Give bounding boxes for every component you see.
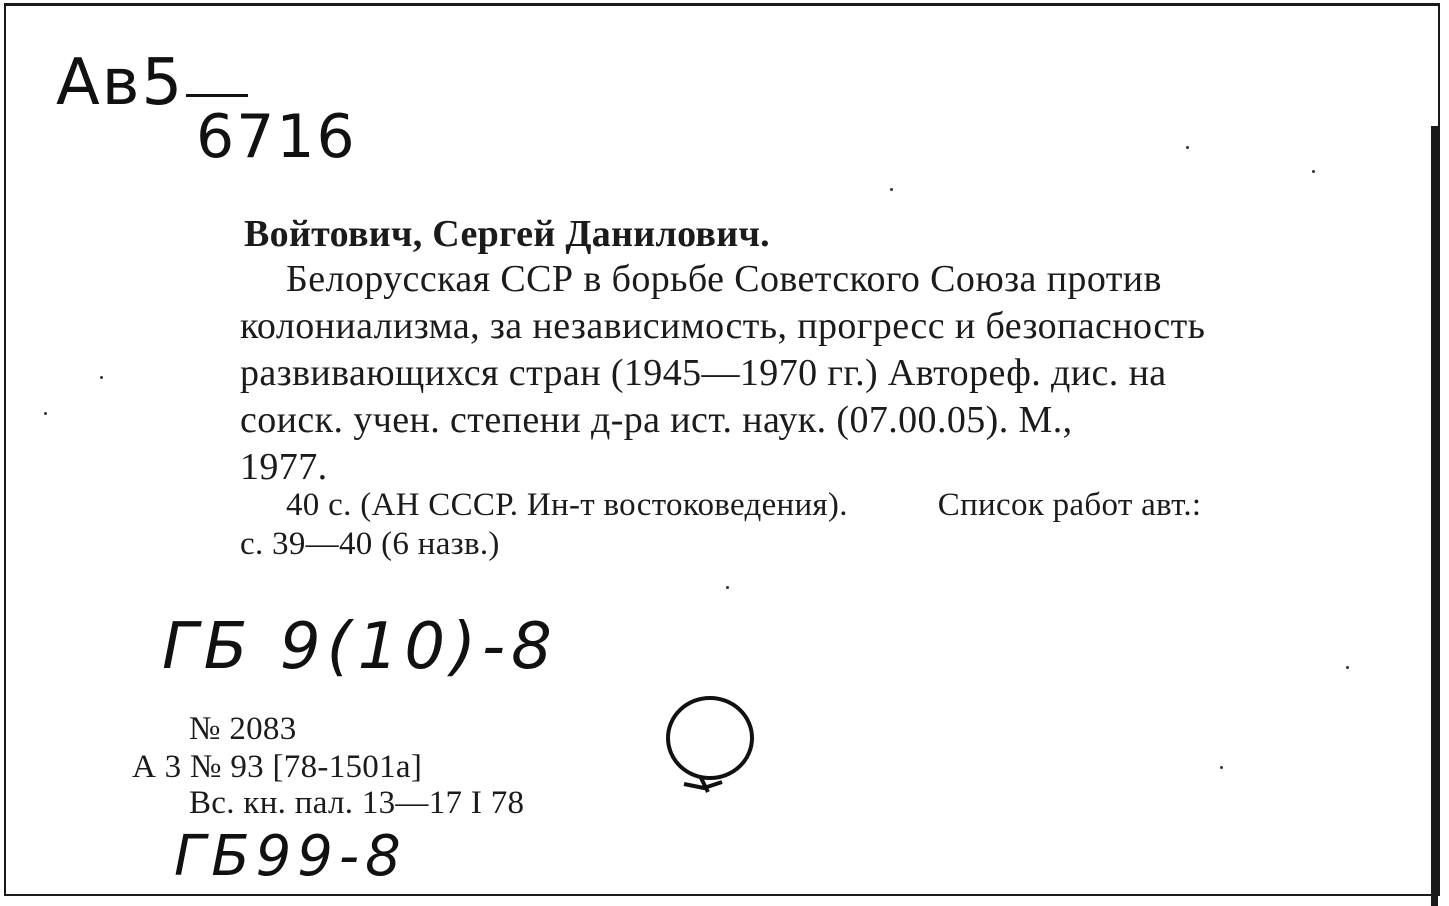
order-number: А 3 № 93 [78-1501а]: [132, 749, 423, 785]
title-line: развивающихся стран (1945—1970 гг.) Автореф. дис. на: [240, 352, 1167, 394]
title-line: колониализма, за независимость, прогресс и безопасность: [240, 305, 1206, 347]
title-line: соиск. учен. степени д-ра ист. наук. (07.00.05). М.,: [240, 399, 1073, 441]
speck: [1186, 146, 1189, 149]
title-line: 1977.: [240, 446, 328, 488]
speck: [726, 586, 729, 589]
circle-stamp: [664, 692, 756, 796]
bibliography-pages: с. 39—40 (6 назв.): [240, 526, 500, 562]
author-heading: Войтович, Сергей Данилович.: [244, 213, 770, 255]
handwritten-call-number-bottom: 6716: [196, 102, 357, 172]
speck: [1220, 766, 1223, 769]
handwritten-call-number-top: Aв5: [56, 46, 185, 120]
speck: [1346, 666, 1349, 669]
speck: [100, 376, 103, 379]
shelf-mark-primary: ГБ 9(10)-8: [162, 610, 558, 684]
print-data: Вс. кн. пал. 13—17 I 78: [189, 785, 525, 821]
physical-description: [240, 486, 1404, 564]
pages-publisher: 40 с. (АН СССР. Ин-т востоковедения).: [286, 487, 848, 523]
speck: [44, 412, 47, 415]
card-edge-shadow: [1431, 126, 1438, 906]
title-description: [240, 256, 1404, 491]
title-line: Белорусская ССР в борьбе Советского Союза против: [286, 258, 1162, 300]
speck: [890, 188, 893, 191]
catalog-card: [4, 3, 1440, 896]
shelf-mark-secondary: ГБ99-8: [174, 824, 407, 889]
call-number-fraction-line: [186, 64, 248, 97]
bibliography-note: Список работ авт.:: [937, 487, 1202, 523]
card-number: № 2083: [189, 711, 297, 747]
speck: [1312, 170, 1315, 173]
